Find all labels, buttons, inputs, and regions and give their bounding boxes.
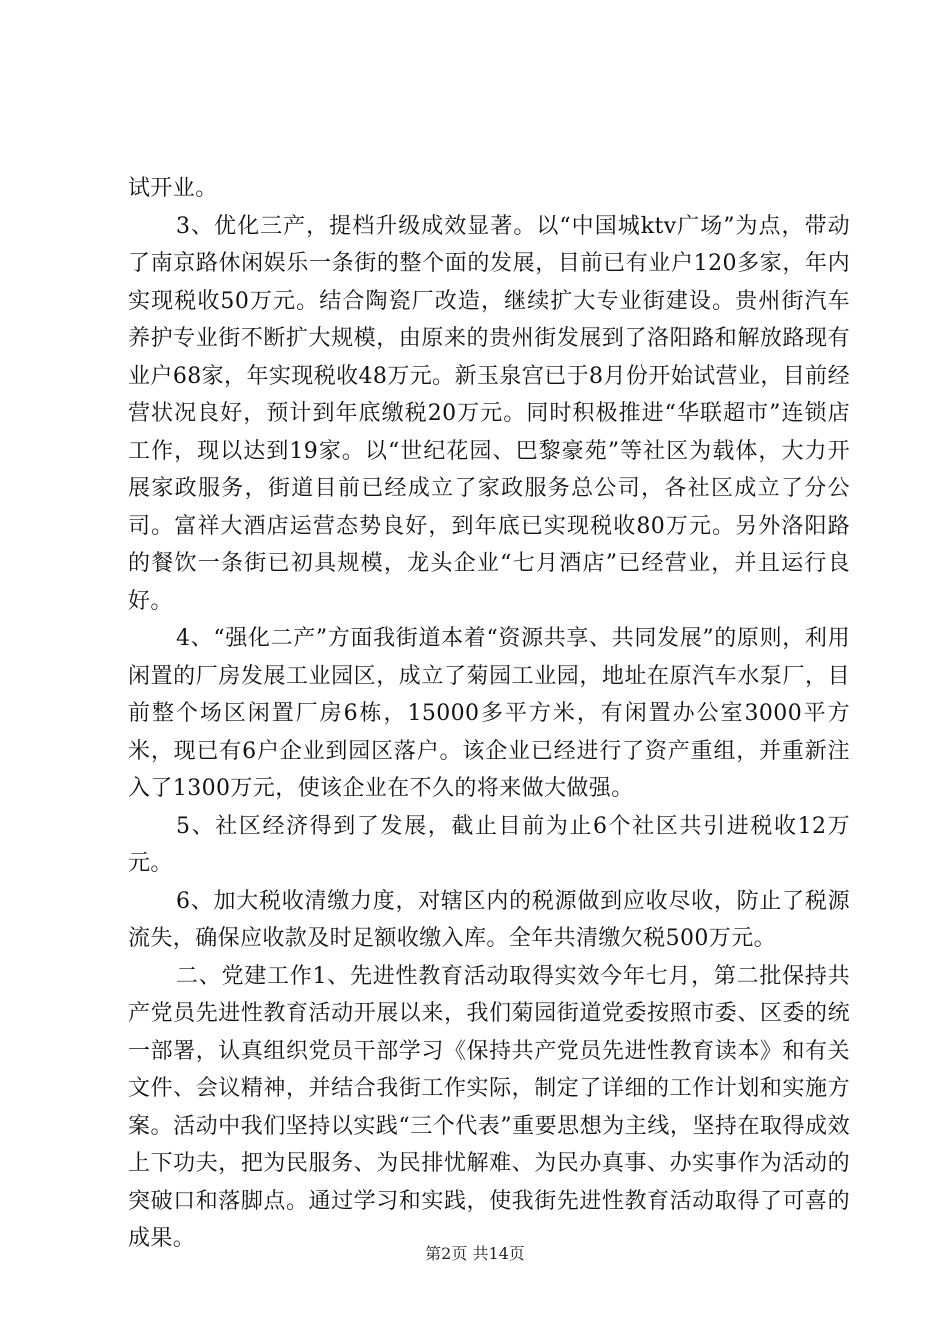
paragraph-item-3: 3、优化三产，提档升级成效显著。以“中国城ktv广场”为点，带动了南京路休闲娱乐一条街的整个面的发展，目前已有业户120多家，年内实现税收50万元。结合陶瓷厂改造，继续扩大专业街建设。贵州街汽车养护专业街不断扩大规模，由原来的贵州街发展到了洛阳路和解放路现有业户68家，年实现税收48万元。新玉泉宫已于8月份开始试营业，目前经营状况良好，预计到年底缴税20万元。同时积极推进“华联超市”连锁店工作，现以达到19家。以“世纪花园、巴黎豪苑”等社区为载体，大力开展家政服务，街道目前已经成立了家政服务总公司，各社区成立了分公司。富祥大酒店运营态势良好，到年底已实现税收80万元。另外洛阳路的餐饮一条街已初具规模，龙头企业“七月酒店”已经营业，并且运行良好。	[128, 213, 850, 614]
paragraph-continuation: 试开业。	[128, 176, 218, 201]
paragraph-party-building: 二、党建工作1、先进性教育活动取得实效今年七月，第二批保持共产党员先进性教育活动开展以来，我们菊园街道党委按照市委、区委的统一部署，认真组织党员干部学习《保持共产党员先进性教育读本》和有关文件、会议精神，并结合我街工作实际，制定了详细的工作计划和实施方案。活动中我们坚持以实践“三个代表”重要思想为主线，坚持在取得成效上下功夫，把为民服务、为民排忧解难、为民办真事、办实事作为活动的突破口和落脚点。通过学习和实践，使我街先进性教育活动取得了可喜的成果。	[128, 963, 850, 1251]
body-text	[128, 170, 850, 1258]
paragraph-item-5: 5、社区经济得到了发展，截止目前为止6个社区共引进税收12万元。	[128, 813, 850, 876]
page-number-footer: 第2页 共14页	[425, 1244, 525, 1263]
paragraph-item-4: 4、“强化二产”方面我街道本着“资源共享、共同发展”的原则，利用闲置的厂房发展工业园区，成立了菊园工业园，地址在原汽车水泵厂，目前整个场区闲置厂房6栋，15000多平方米，有闲置办公室3000平方米，现已有6户企业到园区落户。该企业已经进行了资产重组，并重新注入了1300万元，使该企业在不久的将来做大做强。	[128, 626, 850, 801]
paragraph-item-6: 6、加大税收清缴力度，对辖区内的税源做到应收尽收，防止了税源流失，确保应收款及时足额收缴入库。全年共清缴欠税500万元。	[128, 888, 850, 951]
